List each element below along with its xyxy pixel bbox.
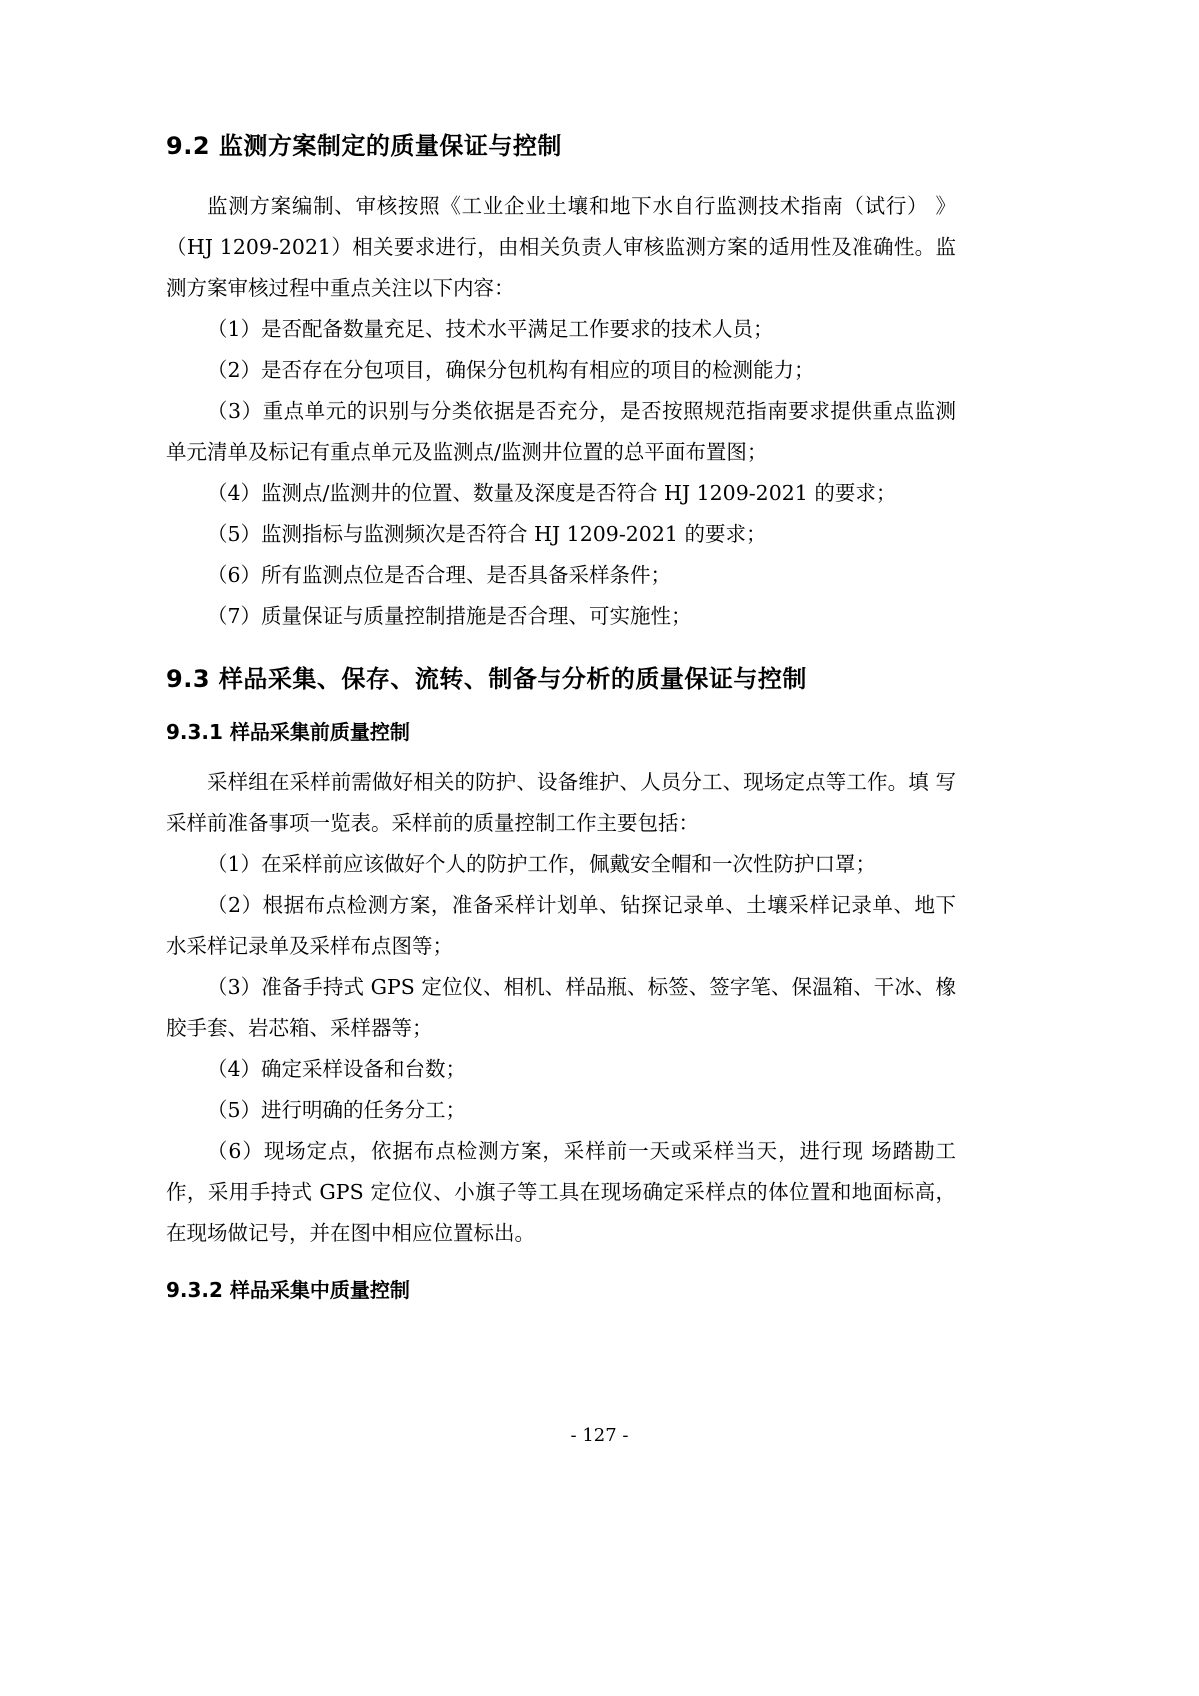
sampling-item-3: （3）准备手持式 GPS 定位仪、相机、样品瓶、标签、签字笔、保温箱、干冰、橡胶手套、岩芯箱、采样器等；: [166, 975, 956, 1041]
section-heading-9-2: 9.2 监测方案制定的质量保证与控制: [166, 132, 562, 160]
paragraph-sampling-intro: 采样组在采样前需做好相关的防护、设备维护、人员分工、现场定点等工作。填 写采样前准备事项一览表。采样前的质量控制工作主要包括：: [166, 770, 956, 836]
list-item-7: （7）质量保证与质量控制措施是否合理、可实施性；: [207, 603, 692, 628]
paragraph-intro: 监测方案编制、审核按照《工业企业土壤和地下水自行监测技术指南（试行） 》（HJ 1209-2021）相关要求进行，由相关负责人审核监测方案的适用性及准确性。监测方案审核过程中重点关注以下内容：: [166, 193, 956, 300]
list-item-6: （6）所有监测点位是否合理、是否具备采样条件；: [207, 562, 672, 587]
sampling-item-4: （4）确定采样设备和台数；: [207, 1057, 467, 1082]
list-item-2: （2）是否存在分包项目，确保分包机构有相应的项目的检测能力；: [207, 357, 815, 382]
sampling-item-2: （2）根据布点检测方案，准备采样计划单、钻探记录单、土壤采样记录单、地下水采样记录单及采样布点图等；: [166, 893, 956, 959]
list-item-3: （3）重点单元的识别与分类依据是否充分，是否按照规范指南要求提供重点监测单元清单及标记有重点单元及监测点/监测井位置的总平面布置图；: [166, 398, 956, 464]
subsection-heading-9-3-1: 9.3.1 样品采集前质量控制: [166, 720, 410, 745]
page-number: - 127 -: [570, 1425, 629, 1446]
subsection-heading-9-3-2: 9.3.2 样品采集中质量控制: [166, 1278, 410, 1303]
list-item-4: （4）监测点/监测井的位置、数量及深度是否符合 HJ 1209-2021 的要求；: [207, 480, 897, 505]
sampling-item-5: （5）进行明确的任务分工；: [207, 1098, 467, 1123]
section-heading-9-3: 9.3 样品采集、保存、流转、制备与分析的质量保证与控制: [166, 664, 807, 693]
sampling-item-1: （1）在采样前应该做好个人的防护工作，佩戴安全帽和一次性防护口罩；: [207, 852, 877, 877]
page-content: [166, 130, 956, 1320]
list-item-5: （5）监测指标与监测频次是否符合 HJ 1209-2021 的要求；: [207, 521, 767, 546]
list-item-1: （1）是否配备数量充足、技术水平满足工作要求的技术人员；: [207, 316, 774, 341]
sampling-item-6: （6）现场定点，依据布点检测方案，采样前一天或采样当天，进行现 场踏勘工作，采用手持式 GPS 定位仪、小旗子等工具在现场确定采样点的体位置和地面标高，在现场做记号，并在图中相应位置标出。: [166, 1139, 956, 1246]
